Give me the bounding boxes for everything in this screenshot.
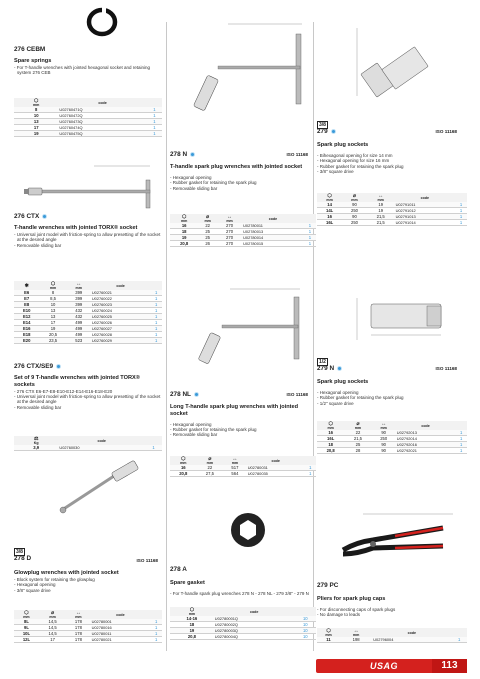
glowplug-wrench-image <box>54 458 154 516</box>
spec-table: ⬡ mm ⌀ mm ↔ mm code 8L 14,5 178 U02780001 1 9L 14,5 178 U02780016 1 10L 14,5 178 U02780011 1 12L 17 178 U02780021 1 <box>14 610 162 643</box>
spec-table: ⬡ mm ⌀ mm ↔ mm code 16 22 517 U02780031 1 20,8 27,5 564 U02780035 1 <box>170 456 316 477</box>
product-title: T-handle wrenches with jointed TORX® socket <box>14 225 138 231</box>
product-desc: - Hexagonal opening - Rubber gasket for retaining the spark plug - 1/2" square drive <box>317 389 404 406</box>
product-title: Pliers for spark plug caps <box>317 596 386 602</box>
spec-table: ⬡ mm ⌀ mm ↔ mm code 16 22 90 U02792013 1 16L 21,5 250 U02792014 1 18 25 90 U02792016 1 20,8 28 90 U02792021 1 <box>317 421 467 454</box>
spec-table: ✱ ⬡ mm ↔ mm code E6 8 399 U02760021 1 E7 8,5 399 U02760022 1 E8 10 399 U02760023 1 E10 13 432 U02760024 1 E12 13 432 U02760025 1 E14 17 499 U02760026 1 E16 19 499 U02760027 1 E18 20,5 499 U02760028 1 E20 23,5 523 U02760029 1 <box>14 281 162 344</box>
column-left <box>14 0 162 679</box>
product-title: T-handle spark plug wrenches with jointed socket <box>170 164 303 170</box>
spec-table: ⬡ mm ↔ mm code 11 198 U02796004 1 <box>317 628 467 643</box>
column-right <box>317 0 467 679</box>
spark-wrench-image <box>178 20 310 130</box>
product-code: 276 CEBM <box>14 46 46 53</box>
page-number: 113 <box>432 659 467 673</box>
square-drive-icon: 1/2 <box>319 359 326 365</box>
torx-badge-icon <box>42 214 47 219</box>
spring-image <box>82 4 122 42</box>
product-code: 279 <box>317 128 328 135</box>
product-code: 276 CTX/SE9 <box>14 363 54 370</box>
product-desc: - 276 CTX E6-E7-E8-E10-E12-E14-E16-E18-E20 - Universal joint model with friction-spring to allow presetting of the socket at the desired angle - Removable sliding bar <box>14 388 161 410</box>
product-desc: - Block system for retaining the glowplug - Hexagonal opening - 3/8" square drive <box>14 576 95 593</box>
spark-socket-image <box>327 22 457 112</box>
product-desc: - Hexagonal opening - Rubber gasket for retaining the spark plug - Removable sliding bar <box>170 421 257 438</box>
product-title: Glowplug wrenches with jointed socket <box>14 570 119 576</box>
long-spark-wrench-image <box>180 285 310 380</box>
product-desc: - Hexagonal opening - Rubber gasket for retaining the spark plug - Removable sliding bar <box>170 174 257 191</box>
product-title: Spare springs <box>14 58 52 64</box>
iso-badge-icon <box>194 392 199 397</box>
product-code: 279 PC <box>317 582 339 589</box>
iso-standard: ISO 11168 <box>435 366 457 371</box>
iso-standard: ISO 11168 <box>286 152 308 157</box>
square-drive-icon: 3/8 <box>16 549 23 555</box>
product-desc: - For T-handle spark plug wrenches 278 N - 278 NL - 279 3/8" - 279 N <box>170 590 309 596</box>
iso-badge-icon <box>337 366 342 371</box>
product-code: 276 CTX <box>14 213 40 220</box>
column-middle <box>170 0 316 679</box>
product-code: 278 N <box>170 151 188 158</box>
product-desc: - Bihexagonal opening for size 14 mm - Hexagonal opening for size 16 mm - Rubber gasket for retaining the spark plug - 3/8" square drive <box>317 152 404 175</box>
product-title: Long T-handle spark plug wrenches with jointed socket <box>170 404 299 417</box>
product-desc: - For disconnecting caps of spark plugs - No damage to leads <box>317 606 396 618</box>
product-desc: - For T-handle wrenches with jointed hexagonal socket and retaining system 276 CEB <box>14 64 150 76</box>
product-code: 278 NL <box>170 391 191 398</box>
torx-badge-icon <box>56 364 61 369</box>
iso-standard: ISO 11168 <box>435 129 457 134</box>
spec-table: ⬡ mm ⌀ mm ↔ mm code 14 90 19 U02791011 1 14L 250 19 U02791012 1 16 90 21,5 U02791013 1 16L 250 21,5 U02791014 1 <box>317 193 467 226</box>
product-title: Set of 9 T-handle wrenches with jointed TORX® sockets <box>14 375 140 388</box>
gasket-image <box>228 510 268 550</box>
product-title: Spark plug sockets <box>317 142 369 148</box>
iso-standard: ISO 11168 <box>136 558 158 563</box>
pliers-image <box>323 498 463 570</box>
spec-table: ⬡ mm code 8 U02760471Q 1 10 U02760472Q 1 13 U02760473Q 1 17 U02760474Q 1 19 U02760475Q 1 <box>14 98 162 137</box>
spec-table: ⬡ mm code 14-16 U02780001Q 10 18 U02780002Q 10 19 U02780003Q 10 20,8 U02780004Q 10 <box>170 607 316 640</box>
product-code: 278 D <box>14 555 32 562</box>
iso-badge-icon <box>331 129 336 134</box>
iso-standard: ISO 11168 <box>286 392 308 397</box>
spec-table: ⚖ Kg code 3,9 U02760030 1 <box>14 436 162 451</box>
product-code: 278 A <box>170 566 187 573</box>
torx-wrench-image <box>18 160 158 210</box>
brand-logo: USAG <box>370 661 399 671</box>
product-desc: - Universal joint model with friction-spring to allow presetting of the socket at the desired angle - Removable sliding bar <box>14 231 161 248</box>
product-title: Spare gasket <box>170 580 205 586</box>
square-drive-icon: 3/8 <box>319 122 326 128</box>
iso-badge-icon <box>190 152 195 157</box>
product-code: 279 N <box>317 365 335 372</box>
product-title: Spark plug sockets <box>317 379 369 385</box>
spec-table: ⬡ mm ⌀ mm ↔ mm code 16 22 270 U02780011 1 18 25 270 U02780013 1 19 25 270 U02780014 1 20,8 26 270 U02780015 1 <box>170 214 316 247</box>
spark-socket-half-image <box>327 290 457 345</box>
